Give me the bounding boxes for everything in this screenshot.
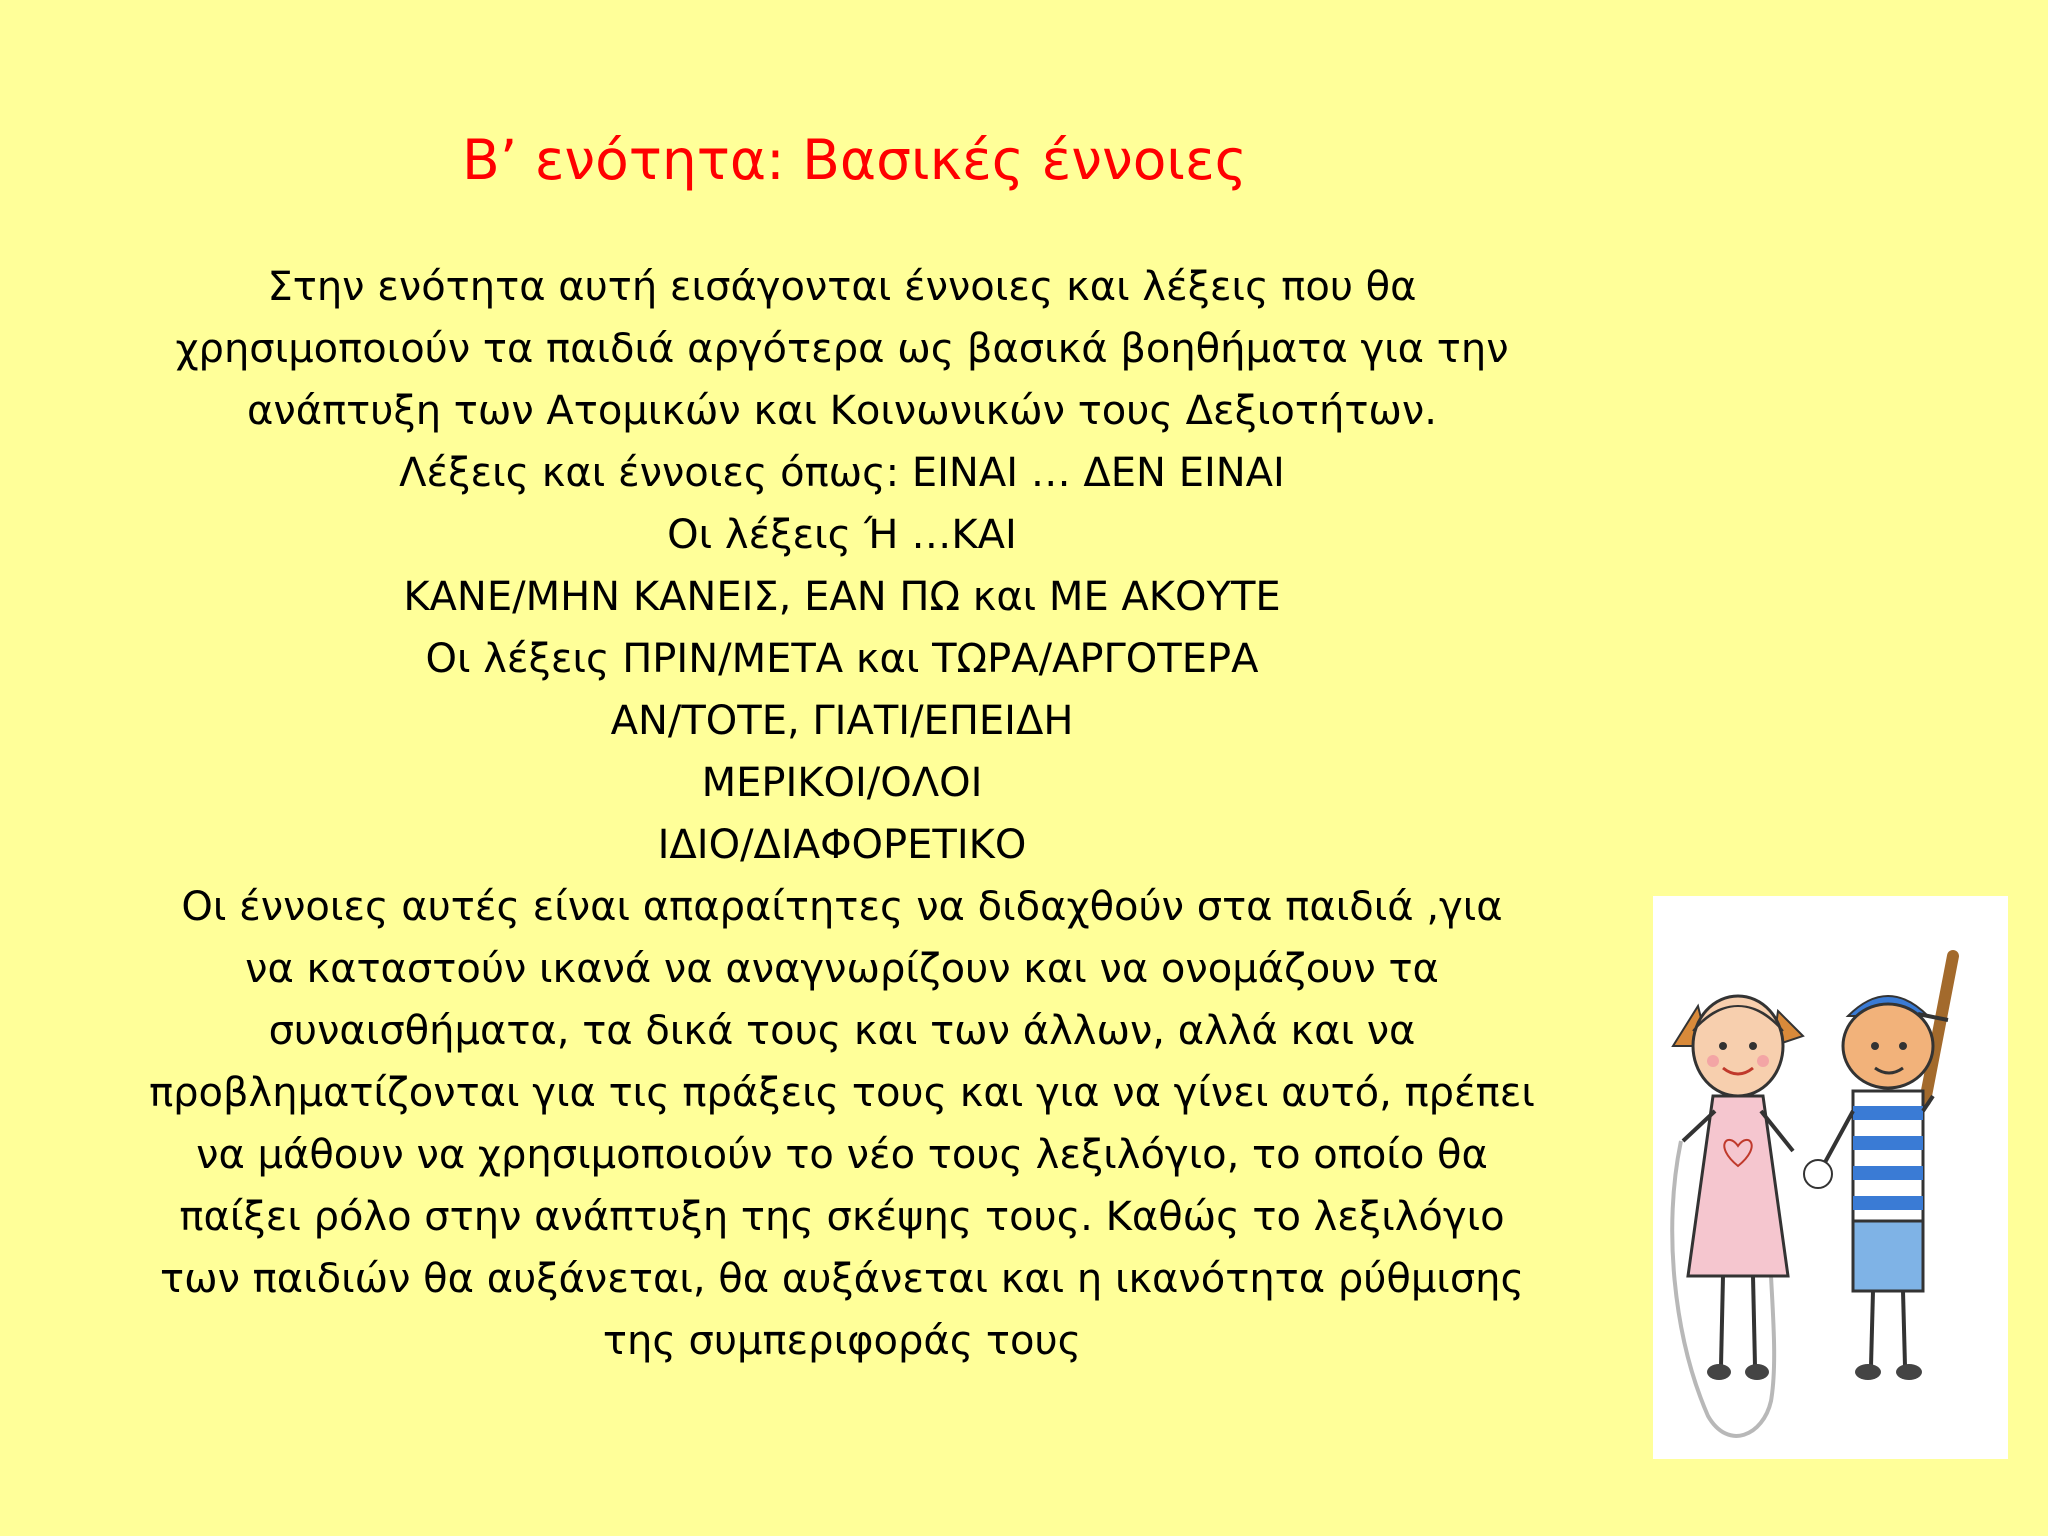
slide-body: [112, 256, 1572, 1372]
body-line: Οι λέξεις Ή …ΚΑΙ: [667, 512, 1017, 558]
body-line: ανάπτυξη των Ατομικών και Κοινωνικών τους Δεξιοτήτων.: [247, 388, 1437, 434]
body-line: χρησιμοποιούν τα παιδιά αργότερα ως βασικά βοηθήματα για την: [175, 326, 1509, 372]
body-line: ΚΑΝΕ/ΜΗΝ ΚΑΝΕΙΣ, ΕΑΝ ΠΩ και ΜΕ ΑΚΟΥΤΕ: [403, 574, 1281, 620]
body-line: Οι έννοιες αυτές είναι απαραίτητες να διδαχθούν στα παιδιά ,για: [181, 884, 1503, 930]
slide-title: Β’ ενότητα: Βασικές έννοιες: [462, 128, 1247, 192]
body-line: να μάθουν να χρησιμοποιούν το νέο τους λεξιλόγιο, το οποίο θα: [196, 1132, 1488, 1178]
body-line: να καταστούν ικανά να αναγνωρίζουν και να ονομάζουν τα: [245, 946, 1439, 992]
body-line: Στην ενότητα αυτή εισάγονται έννοιες και λέξεις που θα: [267, 264, 1417, 310]
body-line: Οι λέξεις ΠΡΙΝ/ΜΕΤΑ και ΤΩΡΑ/ΑΡΓΟΤΕΡΑ: [425, 636, 1259, 682]
body-line: ΑΝ/ΤΟΤΕ, ΓΙΑΤΙ/ΕΠΕΙΔΗ: [610, 698, 1074, 744]
children-drawing-icon: [1653, 896, 2008, 1459]
body-line: Λέξεις και έννοιες όπως: ΕΙΝΑΙ … ΔΕΝ ΕΙΝΑΙ: [399, 450, 1285, 496]
body-line: της συμπεριφοράς τους: [602, 1318, 1082, 1364]
body-line: παίξει ρόλο στην ανάπτυξη της σκέψης τους. Καθώς το λεξιλόγιο: [179, 1194, 1505, 1240]
body-line: των παιδιών θα αυξάνεται, θα αυξάνεται και η ικανότητα ρύθμισης: [159, 1256, 1525, 1302]
body-line: ΜΕΡΙΚΟΙ/ΟΛΟΙ: [701, 760, 983, 806]
body-line: ΙΔΙΟ/ΔΙΑΦΟΡΕΤΙΚΟ: [657, 822, 1027, 868]
body-line: προβληματίζονται για τις πράξεις τους και για να γίνει αυτό, πρέπει: [149, 1070, 1535, 1116]
body-line: συναισθήματα, τα δικά τους και των άλλων, αλλά και να: [268, 1008, 1416, 1054]
